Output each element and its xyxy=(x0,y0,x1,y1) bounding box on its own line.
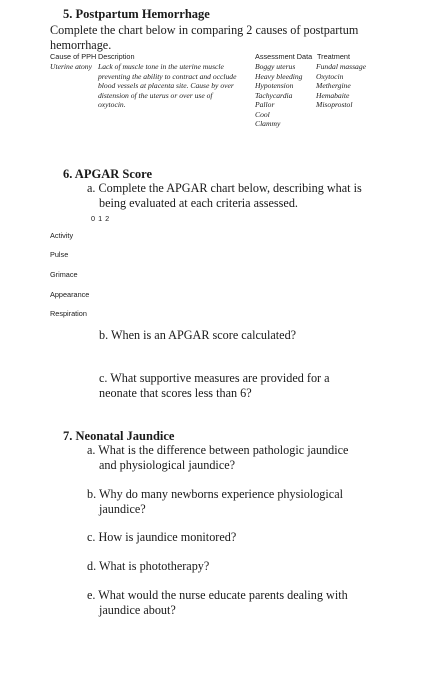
apgar-score-header: 0 1 2 xyxy=(91,214,110,223)
jaundice-question-e-line-1: e. What would the nurse educate parents dealing with xyxy=(87,588,348,602)
description-line: oxytocin. xyxy=(98,100,126,109)
assessment-item: Hypotension xyxy=(255,81,294,90)
apgar-criterion-pulse: Pulse xyxy=(50,250,69,259)
apgar-criterion-grimace: Grimace xyxy=(50,270,78,279)
assessment-item: Cool xyxy=(255,109,270,119)
section-7-heading: 7. Neonatal Jaundice xyxy=(63,429,175,443)
table-header-description: Description xyxy=(98,52,135,61)
assessment-item: Boggy uterus xyxy=(255,62,296,71)
description-line: Lack of muscle tone in the uterine muscle xyxy=(98,62,224,71)
jaundice-question-a-line-1: a. What is the difference between pathologic jaundice xyxy=(87,443,349,457)
jaundice-question-e-line-2: jaundice about? xyxy=(99,603,176,617)
assessment-item: Clammy xyxy=(255,119,281,128)
description-line: preventing the ability to contract and occlude xyxy=(98,71,237,81)
description-line: distension of the uterus or over use of xyxy=(98,90,213,100)
section-5-intro-line-2: hemorrhage. xyxy=(50,38,112,52)
table-header-assessment: Assessment Data xyxy=(255,52,313,61)
jaundice-question-c: c. How is jaundice monitored? xyxy=(87,530,237,544)
description-line: blood vessels at placenta site. Cause by over xyxy=(98,81,234,90)
treatment-item: Fundal massage xyxy=(316,62,366,71)
treatment-item: Methergine xyxy=(316,81,351,90)
apgar-criterion-appearance: Appearance xyxy=(50,290,90,299)
assessment-item: Tachycardia xyxy=(255,90,293,100)
assessment-item: Pallor xyxy=(255,100,275,109)
table-header-cause: Cause of PPH xyxy=(50,52,97,61)
jaundice-question-a-line-2: and physiological jaundice? xyxy=(99,458,236,472)
jaundice-question-d: d. What is phototherapy? xyxy=(87,559,210,573)
treatment-item: Hemabaite xyxy=(316,90,350,100)
apgar-question-b: b. When is an APGAR score calculated? xyxy=(99,328,297,342)
table-cell-cause: Uterine atony xyxy=(50,62,92,71)
section-6-heading: 6. APGAR Score xyxy=(63,167,152,181)
treatment-item: Oxytocin xyxy=(316,71,344,81)
table-cell-treatment xyxy=(316,62,366,110)
assessment-item: Heavy bleeding xyxy=(255,71,303,81)
jaundice-question-b-line-2: jaundice? xyxy=(99,502,146,516)
apgar-question-a-line-2: being evaluated at each criteria assessed. xyxy=(99,196,298,210)
table-header-treatment: Treatment xyxy=(317,52,350,61)
apgar-question-c-line-2: neonate that scores less than 6? xyxy=(99,386,252,400)
apgar-question-c-line-1: c. What supportive measures are provided for a xyxy=(99,371,330,385)
table-cell-assessment xyxy=(255,62,302,129)
apgar-question-a-line-1: a. Complete the APGAR chart below, describing what is xyxy=(87,181,362,195)
treatment-item: Misoprostol xyxy=(316,100,353,109)
section-5-intro-line-1: Complete the chart below in comparing 2 causes of postpartum xyxy=(50,23,359,37)
apgar-criterion-respiration: Respiration xyxy=(50,309,87,318)
jaundice-question-b-line-1: b. Why do many newborns experience physiological xyxy=(87,487,343,501)
section-5-heading: 5. Postpartum Hemorrhage xyxy=(63,7,210,21)
table-cell-description xyxy=(98,62,236,110)
apgar-criterion-activity: Activity xyxy=(50,231,74,240)
